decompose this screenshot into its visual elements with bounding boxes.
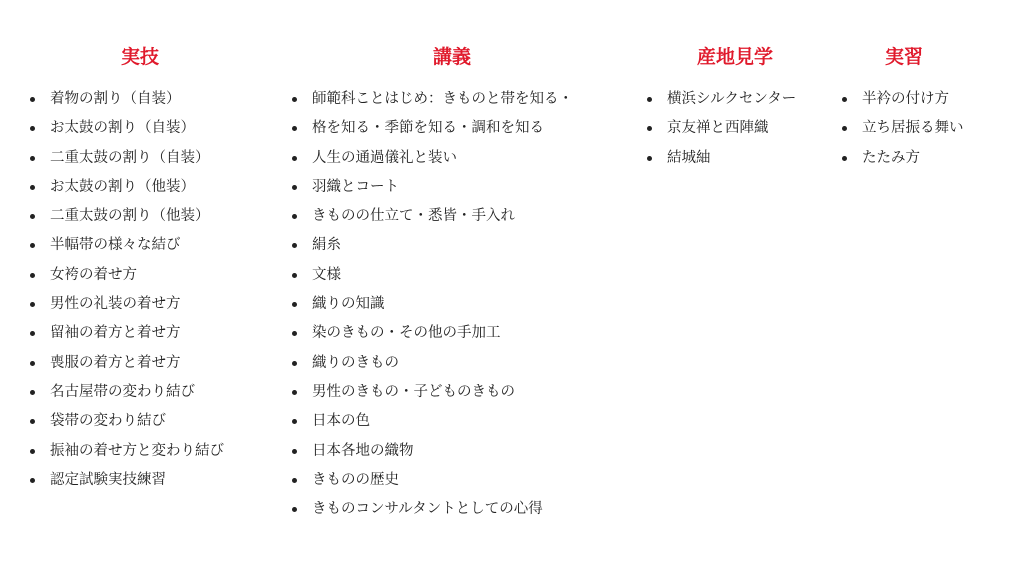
list-item: 振袖の着せ方と変わり結び (28, 437, 224, 466)
list-item: 名古屋帯の変わり結び (28, 378, 224, 407)
list-item: 半幅帯の様々な結び (28, 231, 224, 260)
list-item: 文様 (290, 261, 573, 290)
list-item: お太鼓の割り（他装） (28, 173, 224, 202)
list-item: 横浜シルクセンター (645, 85, 796, 114)
list-item: 格を知る・季節を知る・調和を知る (290, 114, 573, 143)
column-heading-practical: 実技 (120, 46, 159, 68)
list-item: 人生の通過儀礼と装い (290, 144, 573, 173)
practical-list (28, 85, 224, 495)
column-heading-training: 実習 (884, 46, 923, 68)
list-item: 京友禅と西陣織 (645, 114, 796, 143)
list-item: 半衿の付け方 (840, 85, 964, 114)
list-item: 羽織とコート (290, 173, 573, 202)
list-item: 着物の割り（自装） (28, 85, 224, 114)
list-item: 認定試験実技練習 (28, 466, 224, 495)
list-item: 二重太鼓の割り（自装） (28, 144, 224, 173)
list-item: 喪服の着方と着せ方 (28, 349, 224, 378)
list-item: 絹糸 (290, 231, 573, 260)
column-practical (28, 42, 268, 488)
list-item: 織りのきもの (290, 349, 573, 378)
list-item: きものの歴史 (290, 466, 573, 495)
column-training (840, 42, 1020, 166)
column-heading-lecture: 講義 (432, 46, 471, 68)
list-item: 染のきもの・その他の手加工 (290, 319, 573, 348)
list-item: 織りの知識 (290, 290, 573, 319)
list-item: 立ち居振る舞い (840, 114, 964, 143)
list-item: 男性のきもの・子どものきもの (290, 378, 573, 407)
list-item: 袋帯の変わり結び (28, 407, 224, 436)
list-item: きものコンサルタントとしての心得 (290, 495, 573, 524)
list-item: 日本各地の織物 (290, 437, 573, 466)
list-item: きものの仕立て・悉皆・手入れ (290, 202, 573, 231)
list-item: お太鼓の割り（自装） (28, 114, 224, 143)
list-item: 女袴の着せ方 (28, 261, 224, 290)
lecture-list (290, 85, 573, 524)
list-item: たたみ方 (840, 144, 964, 173)
list-item: 男性の礼装の着せ方 (28, 290, 224, 319)
list-item: 結城紬 (645, 144, 796, 173)
list-item: 日本の色 (290, 407, 573, 436)
column-heading-site-tour: 産地見学 (696, 46, 773, 68)
site-tour-list (645, 85, 796, 173)
list-item: 師範科ことはじめ：きものと帯を知る・ (290, 85, 573, 114)
training-list (840, 85, 964, 173)
list-item: 二重太鼓の割り（他装） (28, 202, 224, 231)
column-lecture (290, 42, 630, 518)
column-site-tour (645, 42, 835, 166)
list-item: 留袖の着方と着せ方 (28, 319, 224, 348)
